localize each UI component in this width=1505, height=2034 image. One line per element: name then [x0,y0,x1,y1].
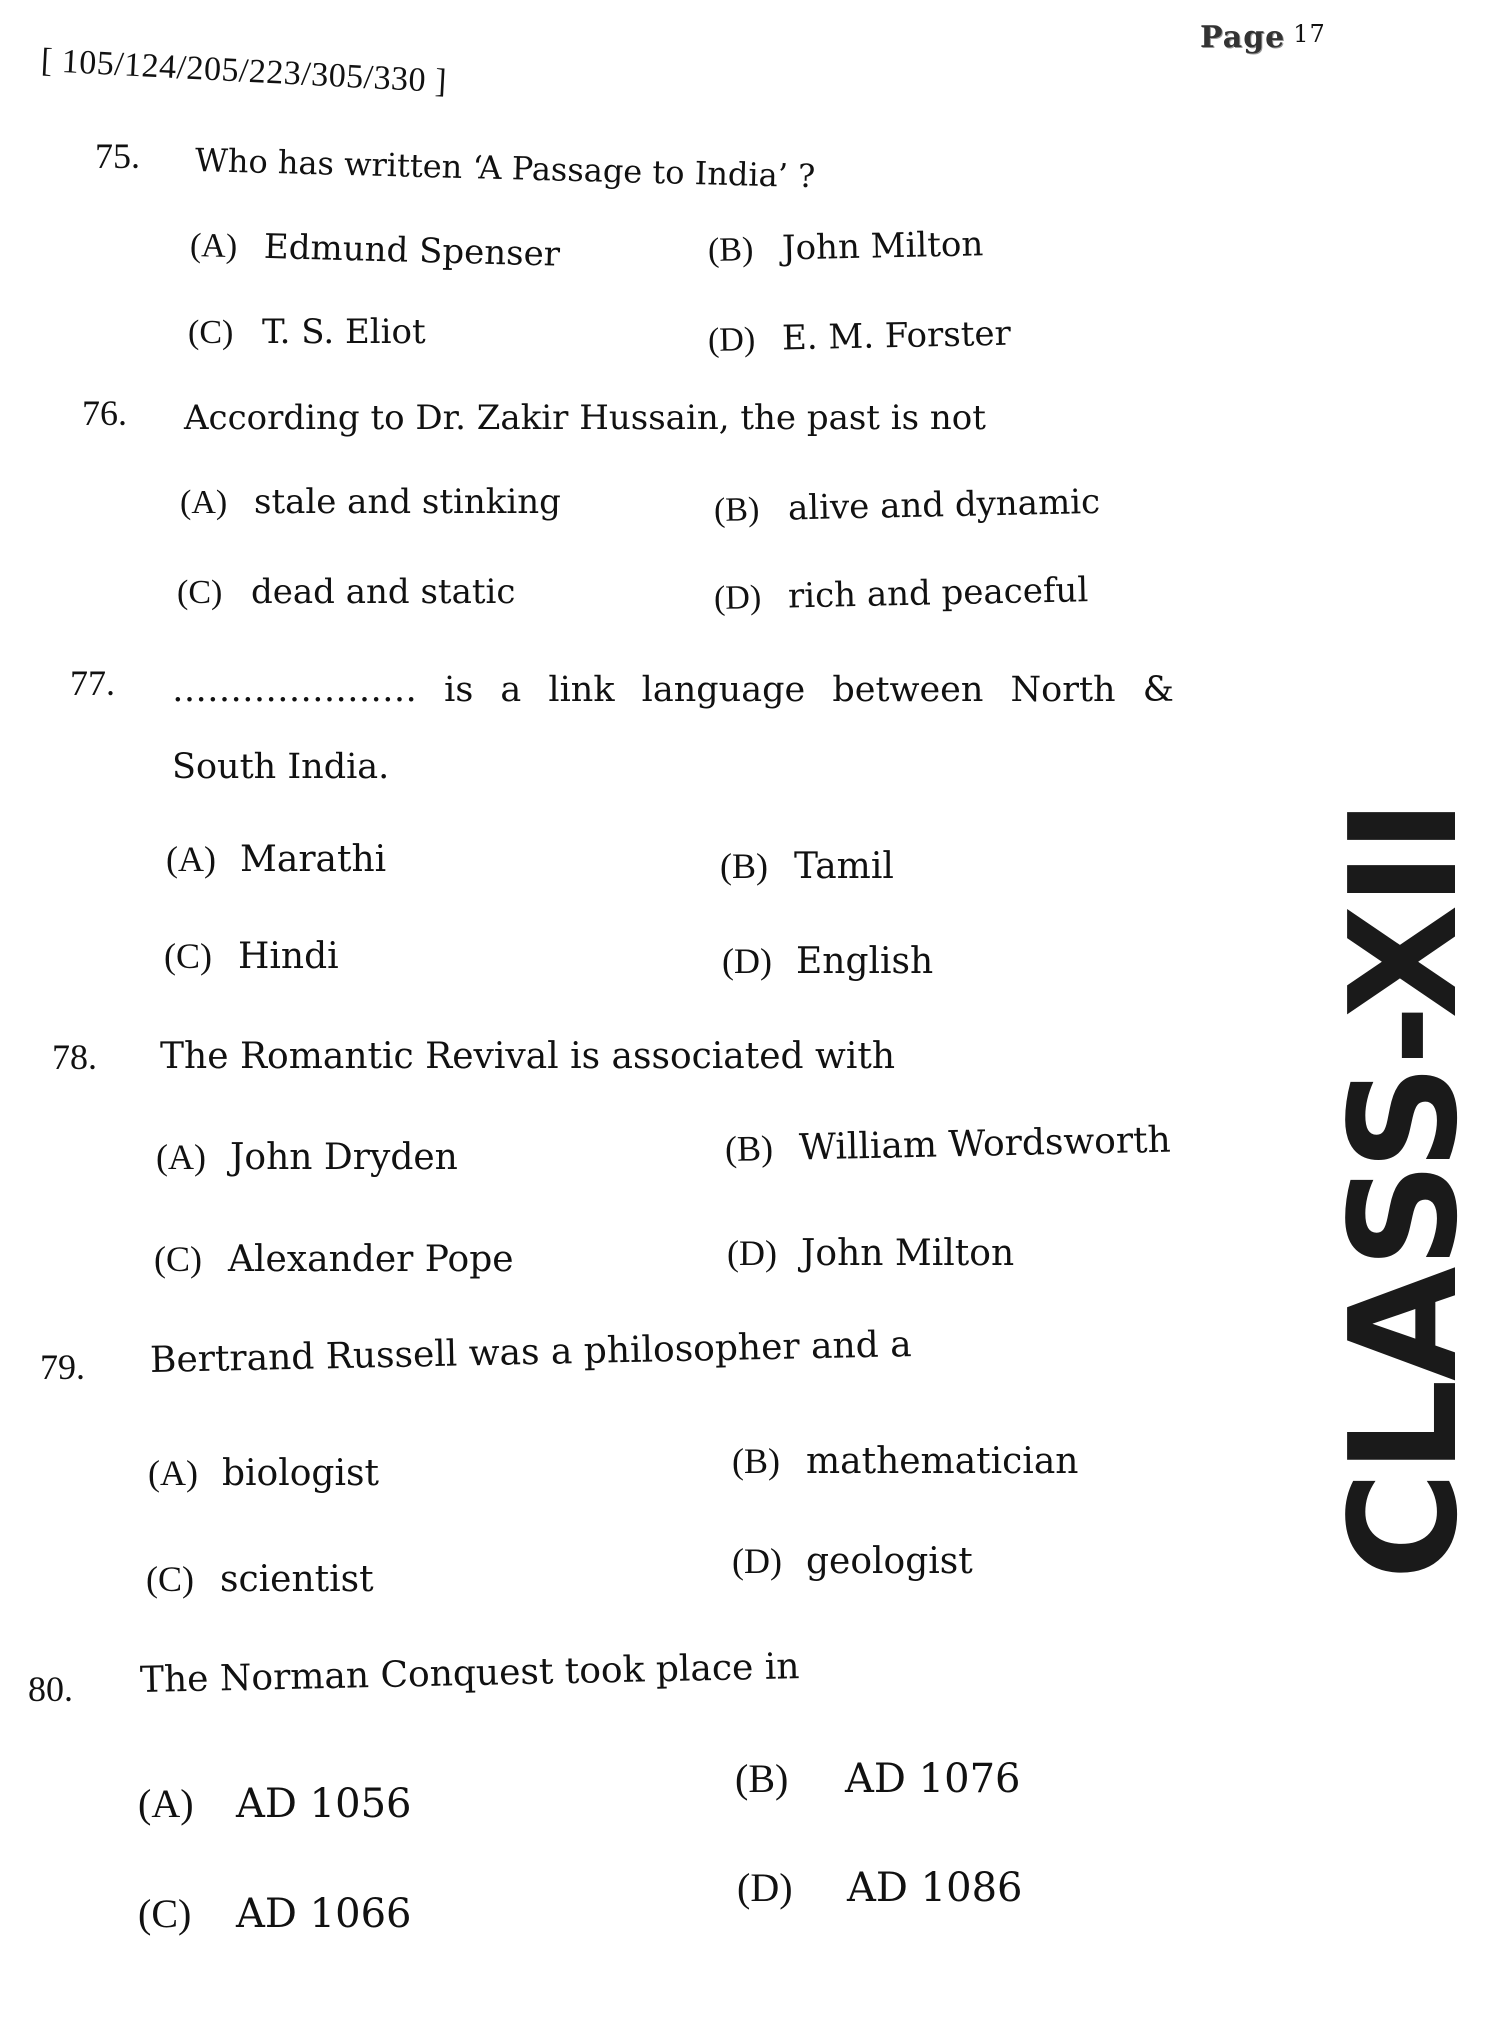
option-text: biologist [222,1453,379,1494]
paper-code-reference: [ 105/124/205/223/305/330 ] [40,42,448,101]
page-word: Page [1200,20,1286,55]
option-75-b[interactable] [708,224,984,270]
option-label: (B) [720,846,768,886]
option-78-c[interactable] [154,1238,514,1280]
question-number: 77. [70,663,115,703]
option-text: John Milton [801,1233,1015,1274]
option-text: AD 1086 [847,1865,1023,1911]
question-text: Bertrand Russell was a philosopher and a [149,1324,913,1381]
question-text-line2: South India. [172,747,390,787]
question-number: 75. [95,136,140,176]
option-79-b[interactable] [732,1440,1078,1482]
option-text: geologist [806,1541,973,1582]
class-side-label: CLASS-XII [1318,800,1490,1580]
option-label: (D) [737,1865,793,1910]
option-label: (B) [724,1127,774,1169]
option-label: (C) [188,314,234,351]
option-75-a[interactable] [189,225,560,275]
option-text: Tamil [794,846,894,887]
option-label: (D) [732,1541,782,1581]
question-text: According to Dr. Zakir Hussain, the past is not [184,398,986,438]
question-number: 79. [40,1347,85,1387]
option-text: T. S. Eliot [262,312,426,352]
option-text: dead and static [251,572,516,612]
option-77-a[interactable] [166,838,386,880]
option-text: John Dryden [230,1137,458,1178]
question-number: 76. [82,393,127,433]
option-text: mathematician [806,1441,1079,1482]
option-label: (D) [722,941,772,981]
option-text: scientist [220,1559,374,1600]
option-76-d[interactable] [714,570,1089,618]
option-text: Marathi [240,839,387,880]
option-label: (A) [138,1781,194,1826]
option-label: (A) [180,484,228,521]
option-text: Alexander Pope [228,1239,514,1280]
question-number: 78. [52,1037,97,1077]
option-80-d[interactable] [737,1864,1022,1911]
question-number: 80. [28,1669,73,1709]
question-text: ………………… is a link language between North & [172,670,1174,710]
option-78-b[interactable] [725,1119,1172,1170]
option-label: (A) [166,839,216,879]
option-label: (B) [732,1441,780,1481]
option-76-b[interactable] [714,482,1101,530]
option-text: AD 1066 [236,1891,412,1937]
option-78-a[interactable] [156,1136,458,1178]
page-number: 17 [1293,20,1326,48]
option-79-d[interactable] [732,1540,973,1582]
option-77-b[interactable] [720,845,894,887]
option-80-b[interactable] [735,1755,1020,1802]
option-78-d[interactable] [727,1232,1014,1274]
option-80-c[interactable] [138,1890,411,1937]
option-label: (C) [164,936,212,976]
option-80-a[interactable] [138,1780,411,1827]
option-label: (D) [707,321,756,359]
option-label: (C) [138,1891,192,1936]
option-label: (C) [146,1559,194,1599]
option-79-c[interactable] [146,1558,374,1600]
option-75-c[interactable] [188,312,426,352]
question-text: The Norman Conquest took place in [139,1646,800,1701]
option-76-a[interactable] [180,482,561,522]
option-label: (D) [727,1233,777,1273]
option-75-d[interactable] [708,314,1012,360]
option-label: (C) [177,574,223,611]
option-text: rich and peaceful [787,570,1089,617]
option-text: William Wordsworth [798,1119,1172,1169]
option-text: AD 1076 [845,1756,1021,1802]
option-text: Edmund Spenser [263,226,561,275]
option-77-d[interactable] [722,940,933,982]
option-77-c[interactable] [164,935,339,977]
option-label: (C) [154,1239,202,1279]
option-label: (B) [713,491,760,529]
option-text: E. M. Forster [781,313,1012,359]
option-text: alive and dynamic [787,481,1101,529]
option-label: (A) [189,227,238,266]
option-76-c[interactable] [177,572,515,612]
option-label: (B) [735,1756,789,1801]
option-text: English [796,941,934,982]
option-79-a[interactable] [148,1452,379,1494]
question-text: Who has written ‘A Passage to India’ ? [194,141,816,196]
question-text: The Romantic Revival is associated with [160,1036,896,1077]
option-text: John Milton [781,224,984,269]
option-label: (B) [707,231,754,269]
page-number-label [1200,20,1326,55]
option-text: Hindi [238,936,339,977]
option-label: (A) [156,1137,206,1177]
option-label: (D) [713,579,762,617]
option-text: AD 1056 [236,1781,412,1827]
option-label: (A) [148,1453,198,1493]
option-text: stale and stinking [254,482,561,522]
